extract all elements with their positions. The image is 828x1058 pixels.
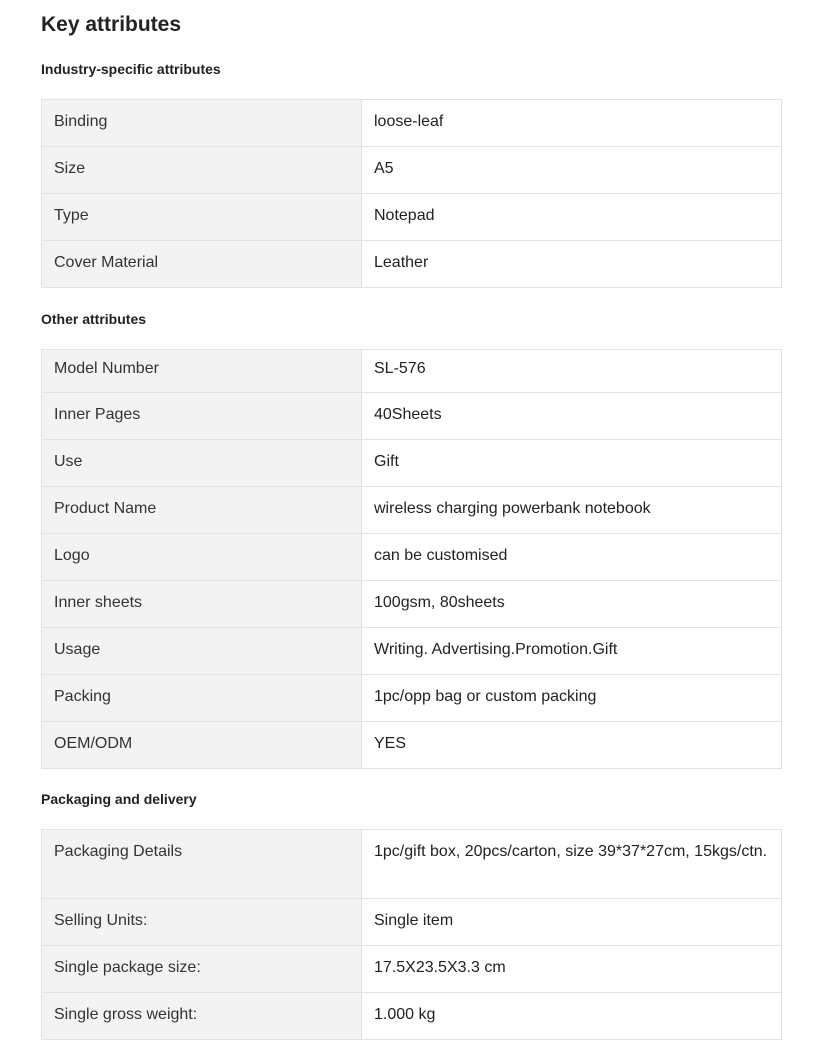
attribute-value: 1.000 kg: [362, 993, 782, 1040]
table-row: [42, 100, 782, 147]
other-attributes-table: [41, 349, 782, 769]
attribute-value: wireless charging powerbank notebook: [362, 487, 782, 534]
table-row: [42, 534, 782, 581]
section-title-other: Other attributes: [41, 311, 147, 327]
industry-attributes-table: [41, 99, 782, 288]
attribute-key: Inner sheets: [42, 581, 362, 628]
section-title-industry: Industry-specific attributes: [41, 61, 221, 77]
attribute-value: 1pc/gift box, 20pcs/carton, size 39*37*27cm, 15kgs/ctn.: [362, 830, 782, 899]
attribute-value: Leather: [362, 241, 782, 288]
table-row: [42, 993, 782, 1040]
table-row: [42, 581, 782, 628]
attribute-key: Single package size:: [42, 946, 362, 993]
attribute-value: Single item: [362, 899, 782, 946]
page-title: Key attributes: [41, 13, 182, 36]
table-row: [42, 440, 782, 487]
attribute-key: Product Name: [42, 487, 362, 534]
attribute-key: Selling Units:: [42, 899, 362, 946]
attribute-key: Inner Pages: [42, 393, 362, 440]
attribute-key: Usage: [42, 628, 362, 675]
attribute-value: loose-leaf: [362, 100, 782, 147]
attribute-value: can be customised: [362, 534, 782, 581]
table-row: [42, 675, 782, 722]
attribute-key: Cover Material: [42, 241, 362, 288]
attribute-value: 40Sheets: [362, 393, 782, 440]
table-row: [42, 628, 782, 675]
table-row: [42, 899, 782, 946]
attribute-value: 100gsm, 80sheets: [362, 581, 782, 628]
packaging-attributes-table: [41, 829, 782, 1040]
attribute-key: Logo: [42, 534, 362, 581]
attribute-value: Gift: [362, 440, 782, 487]
table-row: [42, 830, 782, 899]
table-row: [42, 946, 782, 993]
attribute-key: Single gross weight:: [42, 993, 362, 1040]
attribute-key: OEM/ODM: [42, 722, 362, 769]
attribute-key: Type: [42, 194, 362, 241]
section-title-packaging: Packaging and delivery: [41, 791, 197, 807]
table-row: [42, 487, 782, 534]
table-row: [42, 147, 782, 194]
table-row: [42, 722, 782, 769]
table-row: [42, 194, 782, 241]
attribute-value: 1pc/opp bag or custom packing: [362, 675, 782, 722]
attribute-value: 17.5X23.5X3.3 cm: [362, 946, 782, 993]
attribute-value: YES: [362, 722, 782, 769]
attribute-key: Binding: [42, 100, 362, 147]
attribute-key: Packing: [42, 675, 362, 722]
table-row: [42, 393, 782, 440]
table-row: [42, 241, 782, 288]
attribute-value: SL-576: [362, 350, 782, 393]
attribute-key: Packaging Details: [42, 830, 362, 899]
attribute-value: Writing. Advertising.Promotion.Gift: [362, 628, 782, 675]
attribute-key: Use: [42, 440, 362, 487]
attribute-value: Notepad: [362, 194, 782, 241]
attribute-key: Size: [42, 147, 362, 194]
attribute-value: A5: [362, 147, 782, 194]
attribute-key: Model Number: [42, 350, 362, 393]
table-row: [42, 350, 782, 393]
